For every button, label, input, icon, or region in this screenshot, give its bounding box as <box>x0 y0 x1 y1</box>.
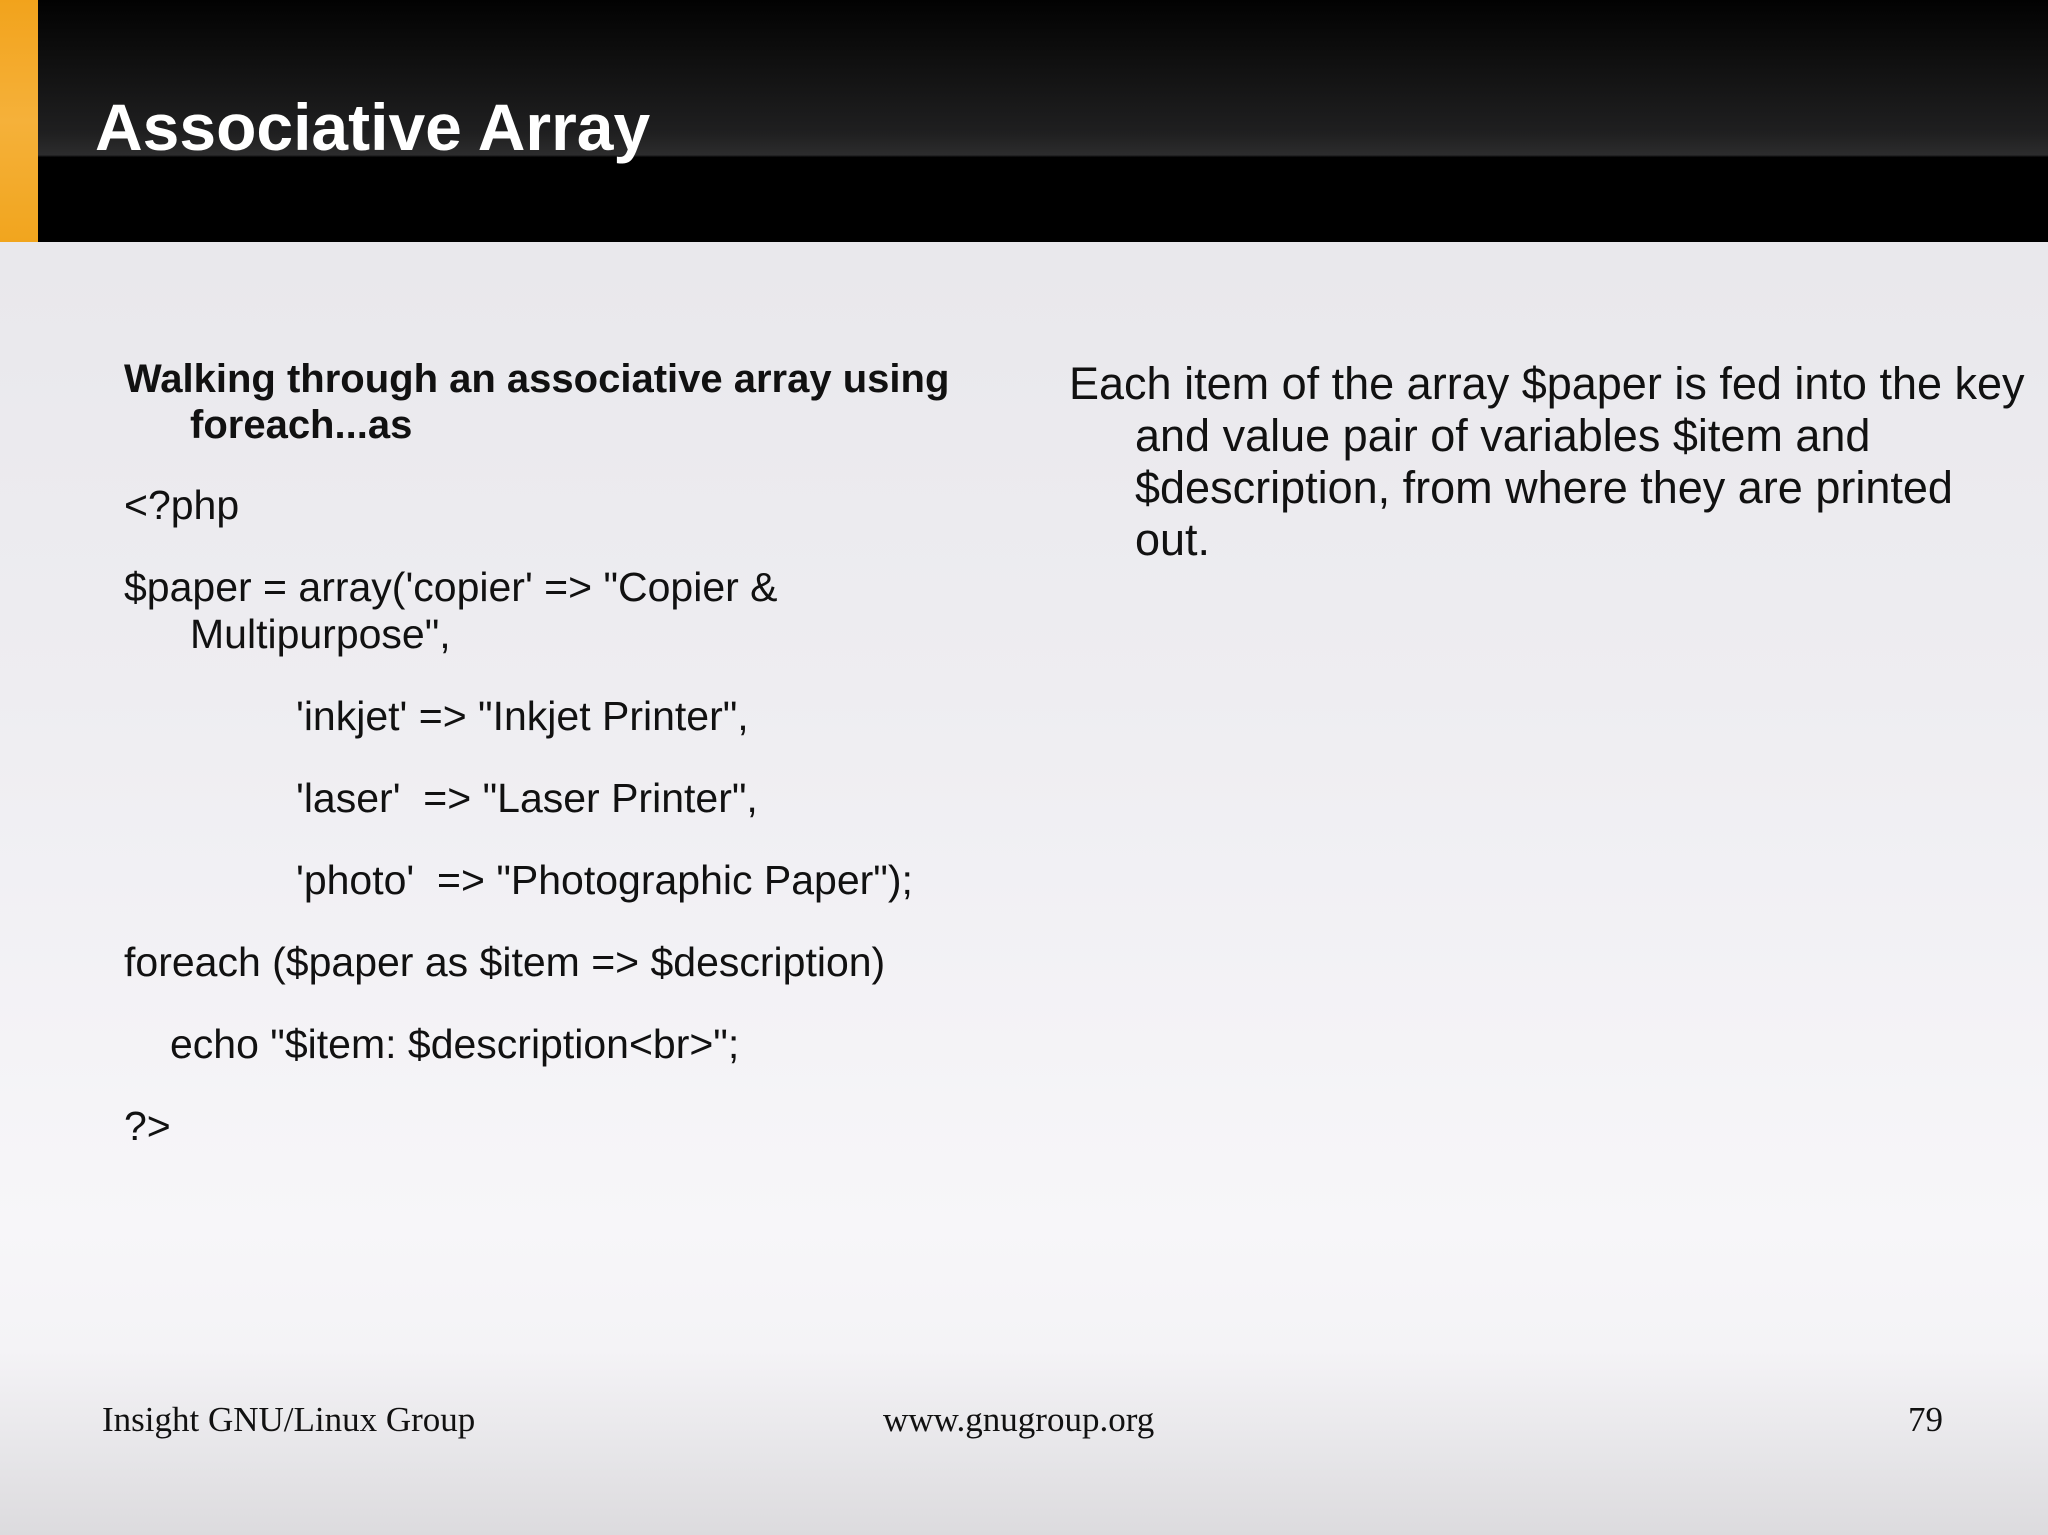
code-line-laser: 'laser' => "Laser Printer", <box>296 775 758 821</box>
title-bar <box>0 0 2048 242</box>
code-line-foreach: foreach ($paper as $item => $description) <box>124 939 886 985</box>
code-line-array-declaration: $paper = array('copier' => "Copier & Multipurpose", <box>124 564 778 657</box>
explanation-text: Each item of the array $paper is fed into the key and value pair of variables $item and $description, from where they are printed out. <box>1069 358 2025 565</box>
page-number: 79 <box>1908 1400 1943 1439</box>
code-line-inkjet: 'inkjet' => "Inkjet Printer", <box>296 693 749 739</box>
footer-organization: Insight GNU/Linux Group <box>102 1400 476 1439</box>
code-line-php-open: <?php <box>124 482 240 528</box>
code-line-php-close: ?> <box>124 1103 171 1149</box>
slide-title: Associative Array <box>95 90 651 164</box>
accent-bar <box>0 0 38 242</box>
example-heading: Walking through an associative array using foreach...as <box>124 357 950 447</box>
code-example-column <box>124 356 1004 1185</box>
footer-website: www.gnugroup.org <box>883 1400 1155 1439</box>
code-line-photo: 'photo' => "Photographic Paper"); <box>296 857 913 903</box>
code-line-echo: echo "$item: $description<br>"; <box>170 1021 740 1067</box>
